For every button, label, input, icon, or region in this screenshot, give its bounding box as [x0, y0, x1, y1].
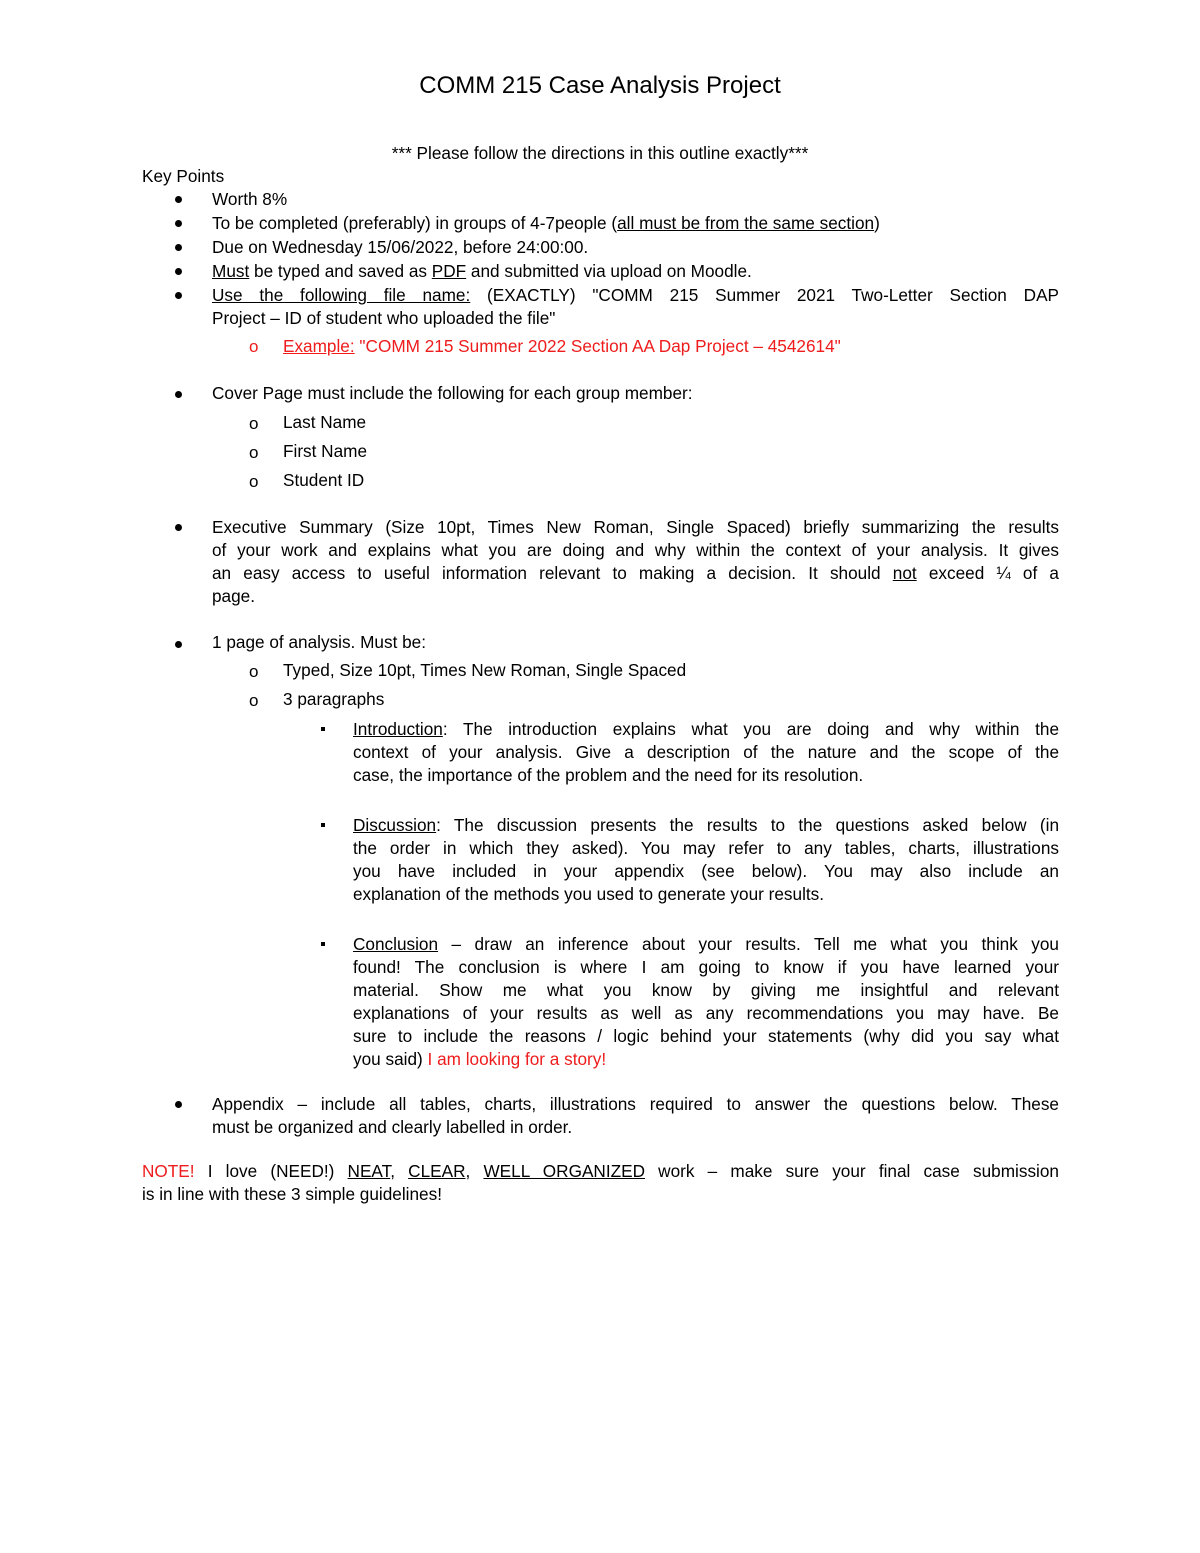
- exec-text: an easy access to useful information relevant to making a decision. It should: [212, 563, 893, 583]
- filename-line-1: [212, 284, 1059, 307]
- sub-bullet-icon: o: [249, 337, 259, 356]
- sub-bullet-icon: o: [249, 443, 259, 462]
- conclusion-paragraph: [353, 933, 1059, 1071]
- bullet-groups: [212, 213, 880, 234]
- sub-bullet-icon: o: [249, 414, 259, 433]
- must-text: be typed and saved as: [249, 261, 432, 281]
- bullet-groups-underline: all must be from the same section: [617, 213, 875, 233]
- example-text: "COMM 215 Summer 2022 Section AA Dap Project – 4542614": [354, 336, 841, 356]
- note-neat: NEAT: [347, 1161, 391, 1181]
- analysis-item: Typed, Size 10pt, Times New Roman, Single Spaced: [283, 660, 687, 680]
- exec-line: Executive Summary (Size 10pt, Times New Roman, Single Spaced) briefly summarizing the results: [212, 517, 1059, 537]
- bullet-due: Due on Wednesday 15/06/2022, before 24:00:00.: [212, 237, 589, 257]
- exec-line: of your work and explains what you are doing and why within the context of your analysis. It gives: [212, 540, 1059, 560]
- exec-line: page.: [212, 586, 256, 606]
- must-pdf: PDF: [431, 261, 467, 281]
- bullet-groups-text: To be completed (preferably) in groups of 4-7people (: [212, 213, 618, 233]
- sub-bullet-icon: o: [249, 472, 259, 491]
- disc-line: explanation of the methods you used to generate your results.: [353, 884, 825, 904]
- note-label: NOTE!: [142, 1161, 195, 1181]
- conc-line: explanations of your results as well as any recommendations you may have. Be: [353, 1003, 1059, 1023]
- note-paragraph: [142, 1160, 1059, 1206]
- disc-text: : The discussion presents the results to the questions asked below (in: [436, 815, 1059, 835]
- disc-line: [353, 814, 1059, 837]
- bullet-executive-summary: [212, 516, 1059, 608]
- note-organized: WELL ORGANIZED: [483, 1161, 645, 1181]
- note-line: [142, 1160, 1059, 1183]
- note-sep: ,: [390, 1161, 409, 1181]
- appendix-line: must be organized and clearly labelled in order.: [212, 1117, 573, 1137]
- bullet-filename: [212, 284, 1059, 330]
- bullet-icon: [175, 391, 182, 398]
- bullet-icon: [175, 268, 182, 275]
- conc-line: [353, 933, 1059, 956]
- key-points-heading: Key Points: [142, 166, 225, 186]
- conc-line: material. Show me what you know by giving me insightful and relevant: [353, 980, 1059, 1000]
- page-subtitle: *** Please follow the directions in this outline exactly***: [391, 143, 809, 163]
- bullet-icon: [175, 292, 182, 299]
- bullet-groups-tail: ): [874, 213, 880, 233]
- bullet-cover: Cover Page must include the following for each group member:: [212, 383, 693, 403]
- cover-item: First Name: [283, 441, 368, 461]
- conc-line: sure to include the reasons / logic behind your statements (why did you say what: [353, 1026, 1059, 1046]
- must-underline: Must: [212, 261, 250, 281]
- discussion-paragraph: [353, 814, 1059, 906]
- bullet-appendix: [212, 1093, 1059, 1139]
- cover-item: Student ID: [283, 470, 365, 490]
- bullet-worth: Worth 8%: [212, 189, 288, 209]
- bullet-icon: [175, 641, 182, 648]
- bullet-icon: [175, 244, 182, 251]
- filename-text: (EXACTLY) "COMM 215 Summer 2021 Two-Letter Section DAP: [470, 285, 1059, 305]
- note-line: is in line with these 3 simple guidelines!: [142, 1184, 442, 1204]
- filename-line-2: Project – ID of student who uploaded the file": [212, 308, 556, 328]
- example-line: [283, 336, 841, 357]
- note-tail: work – make sure your final case submission: [644, 1161, 1059, 1181]
- disc-line: you have included in your appendix (see below). You may also include an: [353, 861, 1059, 881]
- analysis-item: 3 paragraphs: [283, 689, 385, 709]
- conc-line: found! The conclusion is where I am going to know if you have learned your: [353, 957, 1059, 977]
- exec-line: [212, 562, 1059, 585]
- appendix-line: Appendix – include all tables, charts, illustrations required to answer the questions below. These: [212, 1094, 1059, 1114]
- sub-bullet-icon: o: [249, 691, 259, 710]
- bullet-icon: [175, 524, 182, 531]
- bullet-must: [212, 261, 752, 282]
- conc-story: I am looking for a story!: [427, 1049, 607, 1069]
- sub-bullet-icon: o: [249, 662, 259, 681]
- cover-item: Last Name: [283, 412, 367, 432]
- square-bullet-icon: [321, 942, 325, 946]
- bullet-analysis: 1 page of analysis. Must be:: [212, 632, 427, 652]
- page-title: COMM 215 Case Analysis Project: [419, 72, 781, 99]
- example-underline: Example:: [283, 336, 355, 356]
- note-clear: CLEAR: [408, 1161, 466, 1181]
- intro-paragraph: [353, 718, 1059, 787]
- intro-text: : The introduction explains what you are doing and why within the: [442, 719, 1059, 739]
- intro-line: case, the importance of the problem and the need for its resolution.: [353, 765, 864, 785]
- conc-text: – draw an inference about your results. Tell me what you think you: [438, 934, 1059, 954]
- conc-line: [353, 1048, 1059, 1071]
- conc-heading: Conclusion: [353, 934, 439, 954]
- disc-heading: Discussion: [353, 815, 437, 835]
- intro-heading: Introduction: [353, 719, 443, 739]
- filename-underline: Use the following file name:: [212, 285, 471, 305]
- intro-line: context of your analysis. Give a description of the nature and the scope of the: [353, 742, 1059, 762]
- note-text: I love (NEED!): [194, 1161, 348, 1181]
- disc-line: the order in which they asked). You may refer to any tables, charts, illustrations: [353, 838, 1059, 858]
- exec-not: not: [892, 563, 917, 583]
- note-sep: ,: [465, 1161, 484, 1181]
- square-bullet-icon: [321, 727, 325, 731]
- bullet-icon: [175, 1101, 182, 1108]
- exec-tail: exceed ¼ of a: [916, 563, 1059, 583]
- bullet-icon: [175, 196, 182, 203]
- must-tail: and submitted via upload on Moodle.: [466, 261, 752, 281]
- intro-line: [353, 718, 1059, 741]
- bullet-icon: [175, 220, 182, 227]
- conc-text: you said): [353, 1049, 428, 1069]
- square-bullet-icon: [321, 823, 325, 827]
